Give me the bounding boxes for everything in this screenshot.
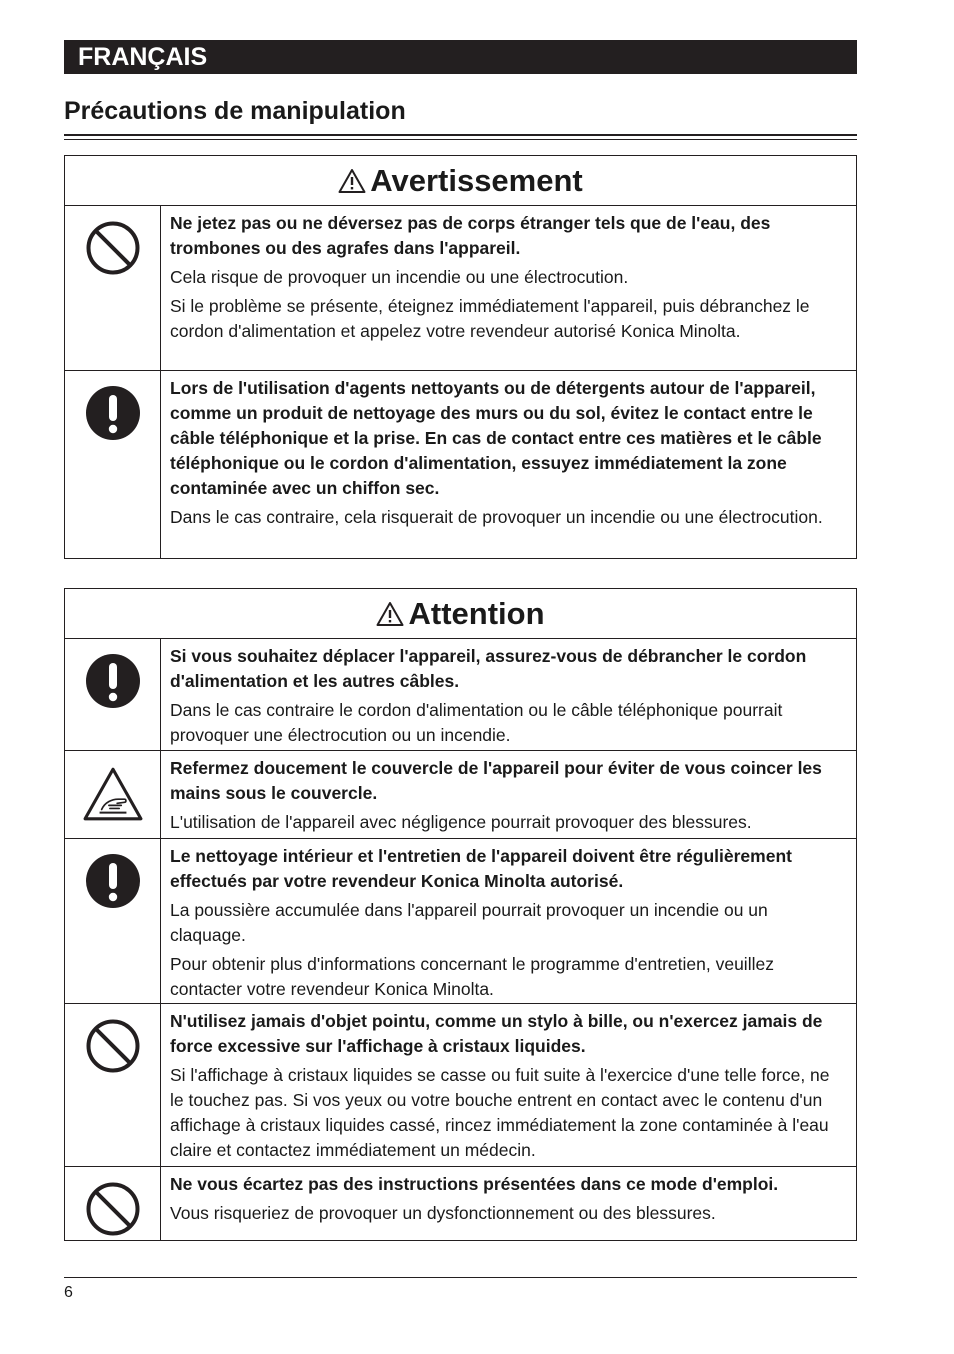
precaution-row	[65, 1004, 856, 1167]
precaution-detail: Pour obtenir plus d'informations concernant le programme d'entretien, veuillez contacter votre revendeur Konica Minolta.	[170, 954, 774, 999]
page-number: 6	[64, 1284, 73, 1301]
caution-box	[64, 588, 857, 1241]
icon-cell	[65, 206, 161, 370]
mandatory-action-icon	[85, 385, 141, 441]
precaution-row	[65, 751, 856, 839]
precaution-row	[65, 1167, 856, 1241]
hand-pinch-warning-icon	[82, 765, 144, 823]
caution-box-title: Attention	[408, 595, 545, 631]
icon-cell	[65, 639, 161, 750]
precaution-heading: Refermez doucement le couvercle de l'appareil pour éviter de vous coincer les mains sous le couvercle.	[170, 758, 822, 803]
caution-box-header	[65, 589, 856, 639]
mandatory-action-icon	[85, 853, 141, 909]
text-cell	[161, 839, 856, 1003]
text-cell	[161, 371, 856, 558]
prohibition-icon	[85, 220, 141, 276]
precaution-detail: La poussière accumulée dans l'appareil pourrait provoquer un incendie ou un claquage.	[170, 900, 768, 945]
precaution-row	[65, 839, 856, 1004]
warning-rows	[65, 206, 856, 558]
text-cell	[161, 206, 856, 370]
mandatory-action-icon	[85, 653, 141, 709]
section-title: Précautions de manipulation	[64, 97, 406, 125]
icon-cell	[65, 751, 161, 838]
precaution-detail: Si le problème se présente, éteignez immédiatement l'appareil, puis débranchez le cordon d'alimentation et appelez votre revendeur autorisé Konica Minolta.	[170, 296, 810, 341]
title-rule	[64, 134, 857, 136]
precaution-row	[65, 639, 856, 751]
precaution-detail: Cela risque de provoquer un incendie ou une électrocution.	[170, 267, 629, 287]
warning-box-title: Avertissement	[370, 162, 583, 198]
precaution-heading: N'utilisez jamais d'objet pointu, comme un stylo à bille, ou n'exercez jamais de force excessive sur l'affichage à cristaux liquides.	[170, 1011, 823, 1056]
footer-rule	[64, 1277, 857, 1278]
icon-cell	[65, 1167, 161, 1241]
precaution-detail: Dans le cas contraire le cordon d'alimentation ou le câble téléphonique pourrait provoquer une électrocution ou un incendie.	[170, 700, 783, 745]
precaution-detail: L'utilisation de l'appareil avec négligence pourrait provoquer des blessures.	[170, 812, 752, 832]
warning-box-header	[65, 156, 856, 206]
text-cell	[161, 1167, 856, 1241]
precaution-heading: Si vous souhaitez déplacer l'appareil, assurez-vous de débrancher le cordon d'alimentation et les autres câbles.	[170, 646, 807, 691]
precaution-heading: Ne jetez pas ou ne déversez pas de corps étranger tels que de l'eau, des trombones ou des agrafes dans l'appareil.	[170, 213, 771, 258]
warning-box	[64, 155, 857, 559]
caution-rows	[65, 639, 856, 1241]
warning-triangle-icon	[338, 168, 366, 194]
precaution-row	[65, 371, 856, 558]
title-rule-thin	[64, 139, 857, 140]
precaution-detail: Vous risqueriez de provoquer un dysfonctionnement ou des blessures.	[170, 1203, 716, 1223]
precaution-detail: Dans le cas contraire, cela risquerait de provoquer un incendie ou une électrocution.	[170, 507, 823, 527]
icon-cell	[65, 371, 161, 558]
icon-cell	[65, 839, 161, 1003]
precaution-heading: Le nettoyage intérieur et l'entretien de l'appareil doivent être régulièrement effectués par votre revendeur Konica Minolta autorisé.	[170, 846, 792, 891]
icon-cell	[65, 1004, 161, 1166]
text-cell	[161, 639, 856, 750]
text-cell	[161, 1004, 856, 1166]
precaution-heading: Lors de l'utilisation d'agents nettoyants ou de détergents autour de l'appareil, comme un produit de nettoyage des murs ou du sol, évitez le contact entre le câble téléphonique et la prise. En cas de contact entre ces matières et le câble téléphonique ou le cordon d'alimentation, essuyez immédiatement la zone contaminée avec un chiffon sec.	[170, 378, 822, 498]
precaution-detail: Si l'affichage à cristaux liquides se casse ou fuit suite à l'exercice d'une telle force, ne le touchez pas. Si vos yeux ou votre bouche entrent en contact avec le contenu d'un affichage à cristaux liquides cassé, rincez immédiatement la zone contaminée à l'eau claire et contactez immédiatement un médecin.	[170, 1065, 830, 1160]
text-cell	[161, 751, 856, 838]
warning-triangle-icon	[376, 601, 404, 627]
precaution-heading: Ne vous écartez pas des instructions présentées dans ce mode d'emploi.	[170, 1174, 779, 1194]
language-bar: FRANÇAIS	[64, 40, 857, 74]
prohibition-icon	[85, 1181, 141, 1237]
prohibition-icon	[85, 1018, 141, 1074]
precaution-row	[65, 206, 856, 371]
